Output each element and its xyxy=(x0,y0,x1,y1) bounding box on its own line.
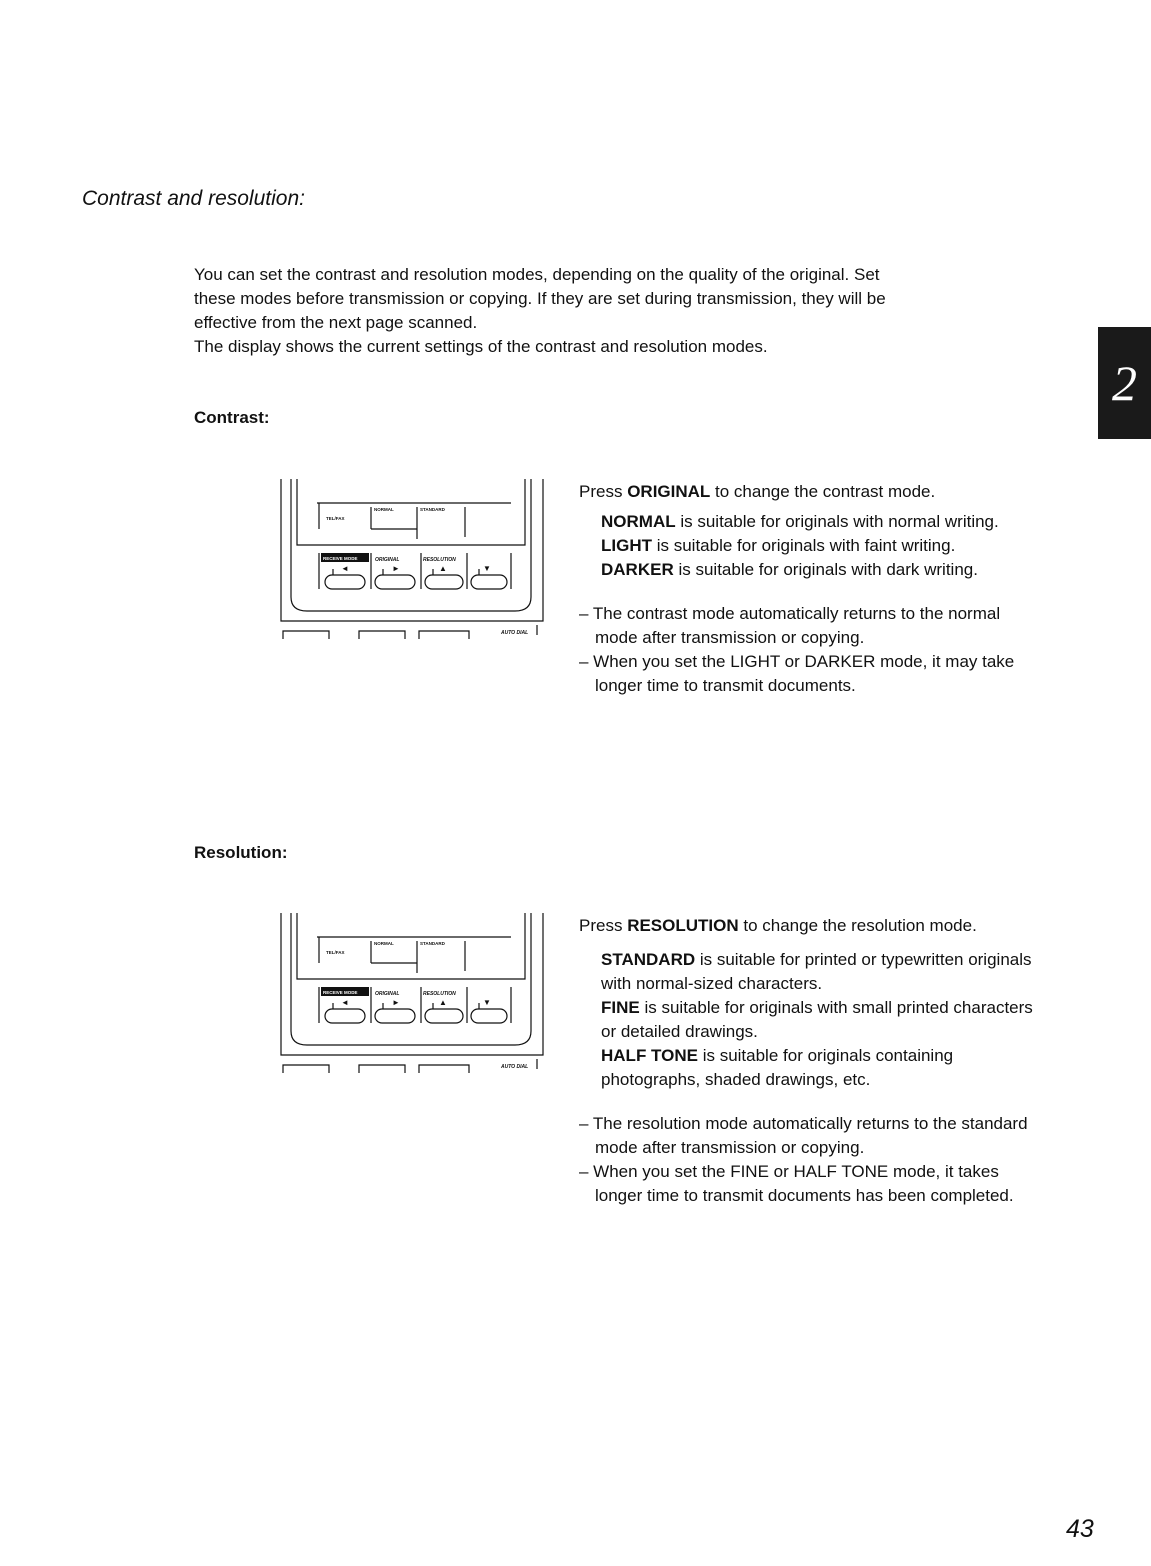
intro-line: The display shows the current settings of the contrast and resolution modes. xyxy=(194,337,768,356)
resolution-panel-illustration xyxy=(279,913,545,1081)
mode-desc: is suitable for printed or typewritten originals with normal-sized characters. xyxy=(601,950,1032,993)
mode-desc: is suitable for originals with dark writing. xyxy=(673,560,978,579)
note-item: – The resolution mode automatically returns to the standard mode after transmission or copying. xyxy=(579,1114,1028,1157)
note-item: – When you set the LIGHT or DARKER mode, it may take longer time to transmit documents. xyxy=(579,652,1015,695)
intro-line: these modes before transmission or copying. If they are set during transmission, they will be xyxy=(194,289,886,308)
auto-dial-label: AUTO DIAL xyxy=(501,1064,529,1070)
intro-line: effective from the next page scanned. xyxy=(194,313,478,332)
original-label: ORIGINAL xyxy=(375,557,400,563)
intro-line: You can set the contrast and resolution modes, depending on the quality of the original. Set xyxy=(194,265,880,284)
normal-label: NORMAL xyxy=(374,941,394,946)
receive-mode-label: RECEIVE MODE xyxy=(323,556,358,561)
resolution-label: RESOLUTION xyxy=(423,557,456,563)
press-prefix: Press xyxy=(579,916,628,935)
resolution-mode-half-tone xyxy=(579,1044,1039,1092)
standard-label: STANDARD xyxy=(420,941,445,946)
auto-dial-label: AUTO DIAL xyxy=(501,630,529,636)
press-suffix: to change the resolution mode. xyxy=(738,916,977,935)
standard-label: STANDARD xyxy=(420,507,445,512)
mode-name: STANDARD xyxy=(601,950,696,969)
mode-desc: is suitable for originals with normal writing. xyxy=(675,512,999,531)
resolution-notes xyxy=(579,1112,1039,1208)
resolution-description xyxy=(579,914,1039,1208)
contrast-mode-normal xyxy=(579,510,1029,534)
note-item: – When you set the FINE or HALF TONE mode, it takes longer time to transmit documents has been completed. xyxy=(579,1162,1014,1205)
mode-name: FINE xyxy=(601,998,640,1017)
right-arrow-icon: ► xyxy=(392,998,400,1007)
resolution-mode-fine xyxy=(579,996,1039,1044)
mode-desc: is suitable for originals containing photographs, shaded drawings, etc. xyxy=(601,1046,954,1089)
contrast-notes xyxy=(579,602,1029,698)
contrast-heading: Contrast: xyxy=(194,408,270,427)
telfax-label: TEL/FAX xyxy=(326,516,345,521)
resolution-heading: Resolution: xyxy=(194,843,288,862)
note-item: – The contrast mode automatically returns to the normal mode after transmission or copying. xyxy=(579,604,1001,647)
left-arrow-icon: ◄ xyxy=(341,564,349,573)
press-prefix: Press xyxy=(579,482,628,501)
chapter-tab: 2 xyxy=(1098,327,1151,439)
resolution-key-name: RESOLUTION xyxy=(627,916,739,935)
mode-name: LIGHT xyxy=(601,536,652,555)
normal-label: NORMAL xyxy=(374,507,394,512)
contrast-press-line xyxy=(579,480,1029,504)
press-suffix: to change the contrast mode. xyxy=(710,482,936,501)
contrast-panel-illustration xyxy=(279,479,545,647)
mode-name: NORMAL xyxy=(601,512,676,531)
mode-desc: is suitable for originals with faint writing. xyxy=(652,536,956,555)
resolution-mode-standard xyxy=(579,948,1039,996)
up-arrow-icon: ▲ xyxy=(439,564,447,573)
contrast-description xyxy=(579,480,1029,698)
down-arrow-icon: ▼ xyxy=(483,564,491,573)
page-number: 43 xyxy=(1066,1515,1094,1543)
mode-name: HALF TONE xyxy=(601,1046,698,1065)
right-arrow-icon: ► xyxy=(392,564,400,573)
resolution-press-line xyxy=(579,914,1039,938)
contrast-mode-darker xyxy=(579,558,1029,582)
left-arrow-icon: ◄ xyxy=(341,998,349,1007)
up-arrow-icon: ▲ xyxy=(439,998,447,1007)
intro-paragraph xyxy=(194,263,1054,359)
original-label: ORIGINAL xyxy=(375,991,400,997)
telfax-label: TEL/FAX xyxy=(326,950,345,955)
section-title: Contrast and resolution: xyxy=(82,187,305,210)
contrast-mode-light xyxy=(579,534,1029,558)
resolution-label: RESOLUTION xyxy=(423,991,456,997)
receive-mode-label: RECEIVE MODE xyxy=(323,990,358,995)
mode-name: DARKER xyxy=(601,560,674,579)
original-key-name: ORIGINAL xyxy=(627,482,711,501)
down-arrow-icon: ▼ xyxy=(483,998,491,1007)
mode-desc: is suitable for originals with small printed characters or detailed drawings. xyxy=(601,998,1033,1041)
